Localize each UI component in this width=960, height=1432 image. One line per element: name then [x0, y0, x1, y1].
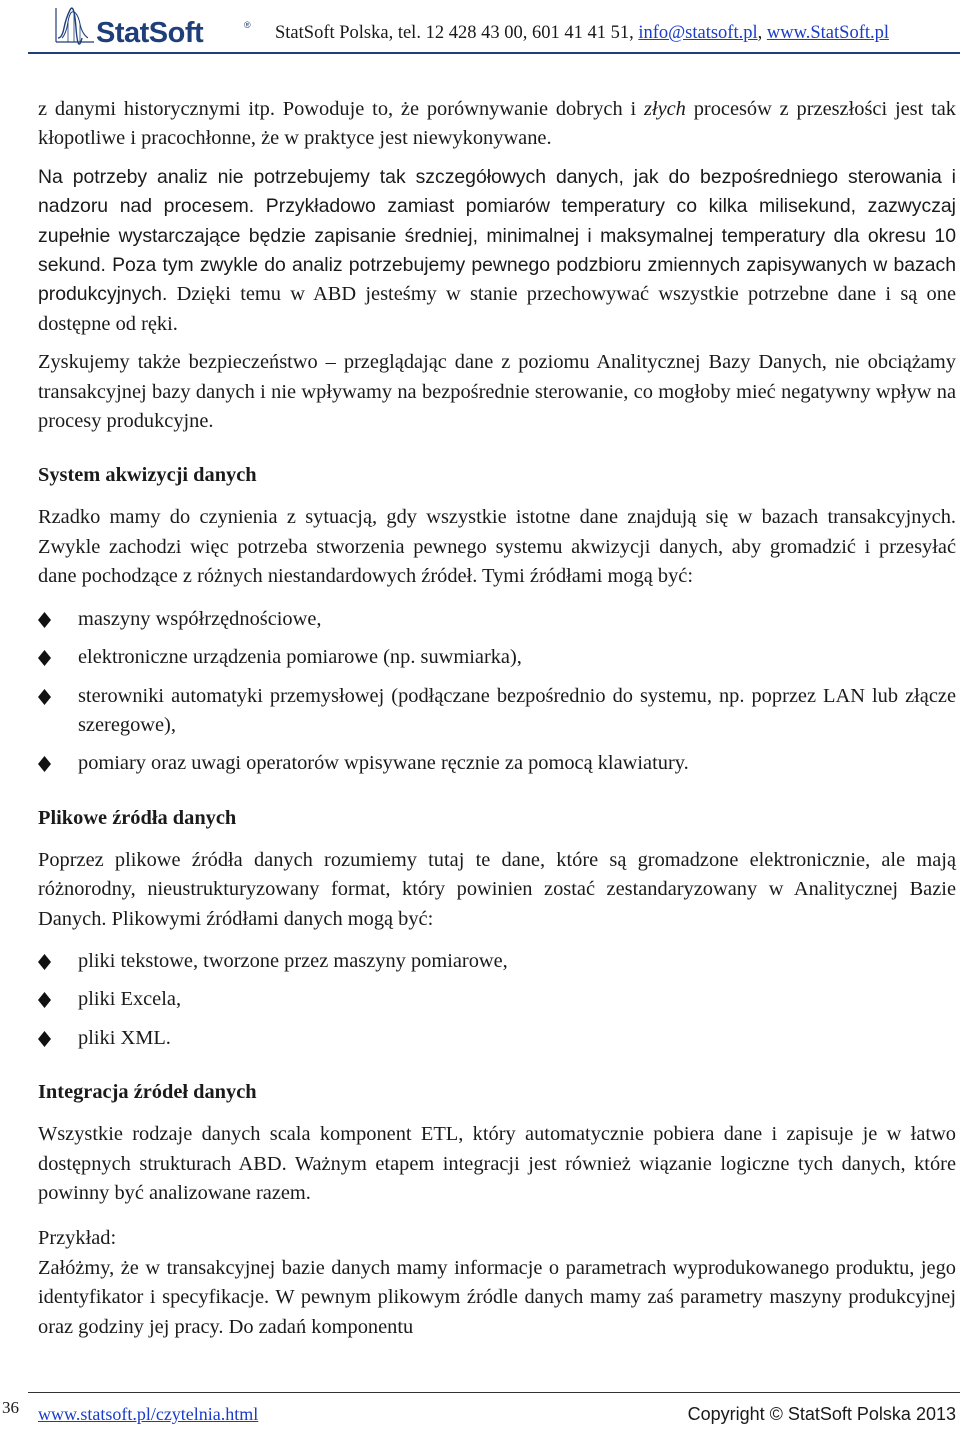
- paragraph-integration: Wszystkie rodzaje danych scala komponent ETL, który automatycznie pobiera dane i zapisuje je w łatwo dostępnych strukturach ABD. Ważnym etapem integracji jest również wiązanie logiczne tych danych, które powinny być analizowane razem.: [38, 1123, 956, 1204]
- page-header: [28, 0, 960, 54]
- diamond-bullet-icon: [38, 954, 51, 970]
- page-number: 36: [2, 1398, 19, 1417]
- logo-text: StatSoft: [96, 17, 204, 49]
- paragraph-needs-serif: Dzięki temu w ABD jesteśmy w stanie przechowywać wszystkie potrzebne dane i są one dostępne od ręki.: [38, 283, 956, 335]
- paragraph-acquisition: Rzadko mamy do czynienia z sytuacją, gdy wszystkie istotne dane znajdują się w bazach transakcyjnych. Zwykle zachodzi więc potrzeba stworzenia pewnego systemu akwizycji danych, aby gromadzić i przesyłać dane pochodzące z różnych niestandardowych źródeł. Tymi źródłami mogą być:: [38, 506, 956, 588]
- paragraph-history: [38, 95, 956, 154]
- list-item-text: pliki XML.: [78, 1026, 171, 1049]
- logo-registered-mark: ®: [244, 20, 251, 30]
- footer-divider: [28, 1392, 960, 1393]
- list-item-text: sterowniki automatyki przemysłowej (podłączane bezpośrednio do systemu, np. poprzez LAN lub złącze szeregowe),: [78, 684, 956, 736]
- paragraph-file-sources: Poprzez plikowe źródła danych rozumiemy tutaj te dane, które są gromadzone elektronicznie, ale mają różnorodny, nieustrukturyzowany format, który powinien zostać zestandaryzowany w Analitycznej Bazie Danych. Plikowymi źródłami danych mogą być:: [38, 848, 956, 930]
- paragraph-security: Zyskujemy także bezpieczeństwo – przeglądając dane z poziomu Analitycznej Bazy Danych, nie obciążamy transakcyjnej bazy danych i nie wpływamy na bezpośrednie sterowanie, co mogłoby mieć negatywny wpływ na procesy produkcyjne.: [38, 351, 956, 433]
- list-item: [38, 1024, 956, 1053]
- footer-copyright: Copyright © StatSoft Polska 2013: [687, 1404, 956, 1424]
- list-item: [38, 947, 956, 976]
- paragraph-example: Załóżmy, że w transakcyjnej bazie danych mamy informacje o parametrach wyprodukowanego produktu, jego identyfikator i specyfikacje. W pewnym plikowym źródle danych mamy zaś parametry maszyny produkcyjnej oraz godziny jej pracy. Do zadań komponentu: [38, 1256, 956, 1338]
- website-link[interactable]: www.StatSoft.pl: [766, 23, 890, 43]
- paragraph-history-text-end: procesów z przeszłości jest tak kłopotliwe i pracochłonne, że w praktyce jest niewykonywane.: [38, 98, 956, 150]
- header-contact: [275, 23, 889, 44]
- list-item-text: pomiary oraz uwagi operatorów wpisywane ręcznie za pomocą klawiatury.: [78, 752, 689, 775]
- list-item: [38, 985, 956, 1014]
- list-item: [38, 682, 956, 741]
- list-item-text: pliki Excela,: [78, 988, 182, 1011]
- paragraph-needs: [38, 163, 956, 339]
- diamond-bullet-icon: [38, 650, 51, 666]
- email-link[interactable]: info@statsoft.pl: [638, 23, 758, 43]
- contact-text: StatSoft Polska, tel. 12 428 43 00, 601 41 41 51,: [275, 23, 639, 43]
- list-item-text: elektroniczne urządzenia pomiarowe (np. suwmiarka),: [78, 646, 522, 669]
- list-file-sources: [38, 947, 956, 1053]
- diamond-bullet-icon: [38, 1031, 51, 1047]
- list-acquisition: [38, 605, 956, 779]
- list-item-text: maszyny współrzędnościowe,: [78, 607, 322, 630]
- diamond-bullet-icon: [38, 689, 51, 705]
- list-item: [38, 605, 956, 634]
- list-item: [38, 643, 956, 672]
- page-content: [38, 95, 956, 1342]
- heading-integration: Integracja źródeł danych: [38, 1081, 257, 1104]
- heading-acquisition: System akwizycji danych: [38, 464, 257, 487]
- page-footer: [0, 1392, 960, 1432]
- list-item-text: pliki tekstowe, tworzone przez maszyny pomiarowe,: [78, 949, 508, 972]
- footer-url-link[interactable]: www.statsoft.pl/czytelnia.html: [38, 1404, 259, 1424]
- diamond-bullet-icon: [38, 756, 51, 772]
- contact-separator: ,: [757, 23, 767, 43]
- paragraph-history-text: z danymi historycznymi itp. Powoduje to, że porównywanie dobrych i: [38, 98, 644, 120]
- paragraph-needs-sans: Na potrzeby analiz nie potrzebujemy tak szczegółowych danych, jak do bezpośredniego sterowania i nadzoru nad procesem. Przykładowo zamiast pomiarów temperatury co kilka milisekund, zazwyczaj zupełnie wystarczające będzie zapisanie średniej, minimalnej i maksymalnej temperatury dla okresu 10 sekund. Poza tym zwykle do analiz potrzebujemy pewnego podzbioru zmiennych zapisywanych w bazach produkcyjnych.: [38, 165, 956, 306]
- heading-file-sources: Plikowe źródła danych: [38, 806, 237, 829]
- list-item: [38, 749, 956, 778]
- statsoft-logo: [54, 4, 254, 49]
- diamond-bullet-icon: [38, 992, 51, 1008]
- diamond-bullet-icon: [38, 612, 51, 628]
- emphasis-bad: złych: [643, 98, 686, 120]
- example-label: Przykład:: [38, 1227, 117, 1250]
